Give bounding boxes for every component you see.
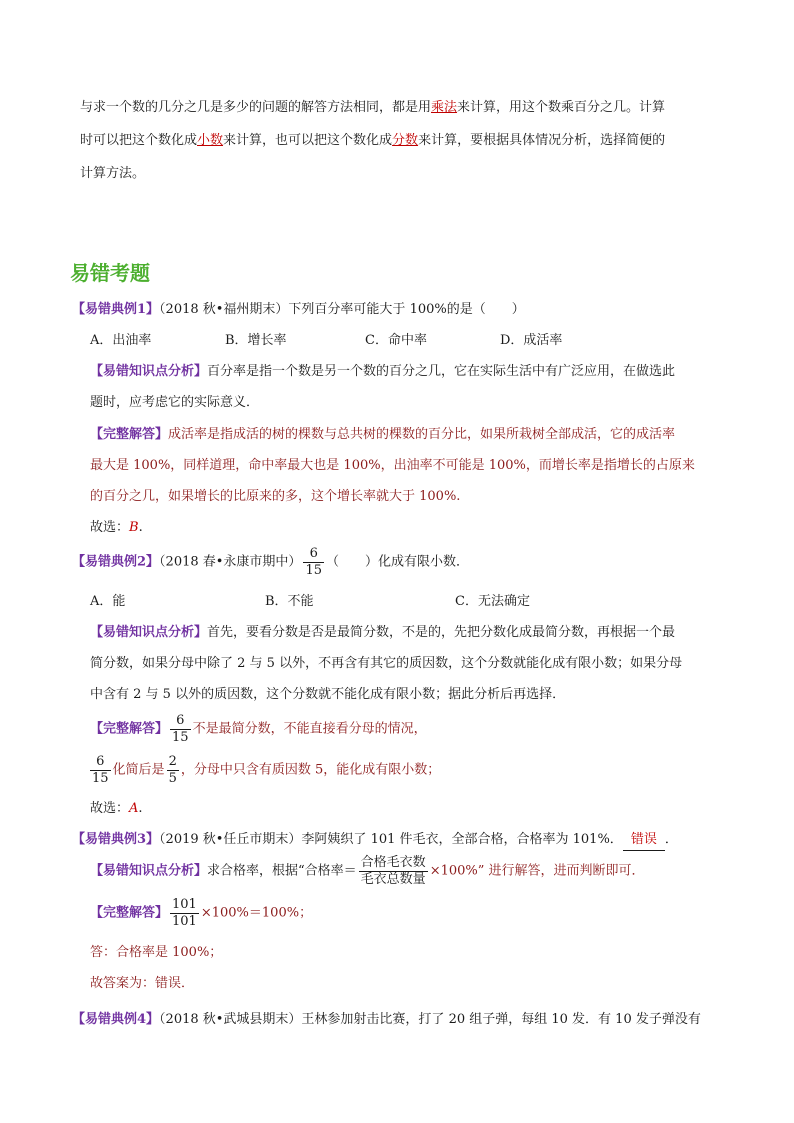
intro-text: 来计算，要根据具体情况分析，选择简便的 bbox=[418, 133, 666, 148]
fraction-numerator: 2 bbox=[168, 754, 177, 769]
answer-tag: 【完整解答】 bbox=[90, 427, 169, 442]
keyword-decimal: 小数 bbox=[197, 133, 224, 148]
example-1-option-c: C．命中率 bbox=[365, 333, 427, 348]
choice-end: . bbox=[138, 801, 143, 816]
question-text: （2018 秋•福州期末）下列百分率可能大于 100%的是（ ） bbox=[159, 302, 525, 317]
example-1-analysis-line-2: 题时，应考虑它的实际意义． bbox=[90, 395, 260, 410]
choice-label: 故选： bbox=[90, 801, 130, 816]
answer-text: ×100%＝100%； bbox=[200, 905, 313, 921]
fraction-6-15 bbox=[303, 546, 324, 579]
example-3-answer-line-2: 答：合格率是 100%； bbox=[90, 945, 223, 960]
example-1-analysis-line-1 bbox=[90, 362, 675, 382]
example-tag: 【易错典例1】 bbox=[72, 302, 160, 317]
question-text: （2018 秋•武城县期末）王林参加射击比赛，打了 20 组子弹，每组 10 发．有 10 发子弹没有 bbox=[159, 1012, 701, 1027]
choice-label: 故选： bbox=[90, 520, 130, 535]
choice-end: . bbox=[138, 520, 143, 535]
example-tag: 【易错典例3】 bbox=[72, 832, 160, 847]
example-tag: 【易错典例4】 bbox=[72, 1012, 160, 1027]
answer-text: 化简后是 bbox=[112, 762, 165, 778]
example-1-question bbox=[72, 300, 525, 320]
fraction-denominator: 15 bbox=[172, 730, 189, 745]
keyword-fraction: 分数 bbox=[392, 133, 419, 148]
example-3-analysis bbox=[90, 855, 645, 888]
intro-text: 来计算，用这个数乘百分之几。计算 bbox=[457, 100, 666, 115]
analysis-text: 首先，要看分数是否是最简分数，不是的，先把分数化成最简分数，再根据一个最 bbox=[207, 625, 676, 640]
fraction-numerator: 合格毛衣数 bbox=[360, 855, 426, 870]
example-tag: 【易错典例2】 bbox=[72, 554, 160, 570]
section-heading: 易错考题 bbox=[70, 261, 150, 285]
example-1-option-a: A．出油率 bbox=[90, 333, 152, 348]
fraction-denominator: 毛衣总数量 bbox=[360, 872, 426, 887]
intro-line-2 bbox=[80, 131, 665, 151]
question-text: （2018 春•永康市期中） bbox=[159, 554, 302, 570]
analysis-text: 求合格率，根据“合格率＝ bbox=[207, 863, 357, 879]
fraction-numerator: 6 bbox=[90, 754, 111, 771]
answer-text: ，分母中只含有质因数 5，能化成有限小数； bbox=[180, 762, 441, 778]
fraction-pass-rate bbox=[359, 855, 428, 888]
example-2-option-a: A．能 bbox=[90, 594, 126, 609]
intro-line-3: 计算方法。 bbox=[80, 166, 146, 181]
example-2-option-b: B．不能 bbox=[265, 594, 314, 609]
example-1-choice bbox=[90, 518, 143, 538]
fraction-denominator: 15 bbox=[305, 563, 322, 578]
example-2-analysis-line-2: 简分数，如果分母中除了 2 与 5 以外，不再含有其它的质因数，这个分数就能化成有限小数；如果分母 bbox=[90, 656, 683, 671]
answer-tag: 【完整解答】 bbox=[90, 905, 169, 921]
example-1-answer-line-1 bbox=[90, 425, 675, 445]
example-3-question bbox=[72, 830, 678, 851]
fraction-denominator: 5 bbox=[168, 771, 177, 786]
question-end: ． bbox=[664, 832, 678, 847]
fraction-2-5 bbox=[167, 754, 179, 787]
example-4-question bbox=[72, 1010, 701, 1030]
keyword-multiplication: 乘法 bbox=[431, 100, 458, 115]
example-1-answer-line-3: 的百分之几，如果增长的比原来的多，这个增长率就大于 100%. bbox=[90, 489, 461, 504]
analysis-text: ×100%” 进行解答，进而判断即可． bbox=[429, 863, 645, 879]
choice-answer: A bbox=[129, 801, 139, 816]
example-2-answer-line-1 bbox=[90, 713, 427, 746]
choice-answer: B bbox=[129, 520, 139, 535]
fraction-6-15 bbox=[90, 754, 111, 787]
fraction-6-15 bbox=[170, 713, 191, 746]
question-text: （2019 秋•任丘市期末）李阿姨织了 101 件毛衣，全部合格，合格率为 101%． bbox=[159, 832, 623, 847]
analysis-text: 百分率是指一个数是另一个数的百分之几，它在实际生活中有广泛应用，在做选此 bbox=[207, 364, 676, 379]
example-2-question bbox=[72, 546, 469, 579]
example-1-option-b: B．增长率 bbox=[225, 333, 287, 348]
example-2-option-c: C．无法确定 bbox=[455, 594, 530, 609]
analysis-tag: 【易错知识点分析】 bbox=[90, 863, 208, 879]
fraction-denominator: 15 bbox=[92, 771, 109, 786]
example-2-analysis-line-3: 中含有 2 与 5 以外的质因数，这个分数就不能化成有限小数；据此分析后再选择． bbox=[90, 687, 566, 702]
example-1-answer-line-2: 最大是 100%，同样道理，命中率最大也是 100%，出油率不可能是 100%，而增长率是指增长的占原来 bbox=[90, 458, 695, 473]
fraction-denominator: 101 bbox=[172, 914, 197, 929]
question-text: （ ）化成有限小数． bbox=[325, 554, 469, 570]
example-3-answer-line-1 bbox=[90, 897, 312, 930]
intro-text: 来计算，也可以把这个数化成 bbox=[223, 133, 393, 148]
answer-tag: 【完整解答】 bbox=[90, 721, 169, 737]
answer-text: 成活率是指成活的树的棵数与总共树的棵数的百分比，如果所栽树全部成活，它的成活率 bbox=[168, 427, 676, 442]
intro-text: 时可以把这个数化成 bbox=[80, 133, 198, 148]
analysis-tag: 【易错知识点分析】 bbox=[90, 364, 208, 379]
example-3-answer-line-3: 故答案为：错误． bbox=[90, 976, 195, 991]
fraction-numerator: 101 bbox=[172, 897, 197, 912]
answer-blank: 错误 bbox=[623, 830, 665, 851]
intro-text: 与求一个数的几分之几是多少的问题的解答方法相同，都是用 bbox=[80, 100, 432, 115]
fraction-101-101 bbox=[170, 897, 199, 930]
analysis-tag: 【易错知识点分析】 bbox=[90, 625, 208, 640]
example-2-analysis-line-1 bbox=[90, 623, 675, 643]
fraction-numerator: 6 bbox=[303, 546, 324, 563]
answer-text: 不是最简分数，不能直接看分母的情况， bbox=[192, 721, 427, 737]
intro-line-1 bbox=[80, 98, 665, 118]
example-2-answer-line-2 bbox=[88, 754, 440, 787]
fraction-numerator: 6 bbox=[170, 713, 191, 730]
example-1-option-d: D．成活率 bbox=[500, 333, 563, 348]
example-2-choice bbox=[90, 799, 143, 819]
